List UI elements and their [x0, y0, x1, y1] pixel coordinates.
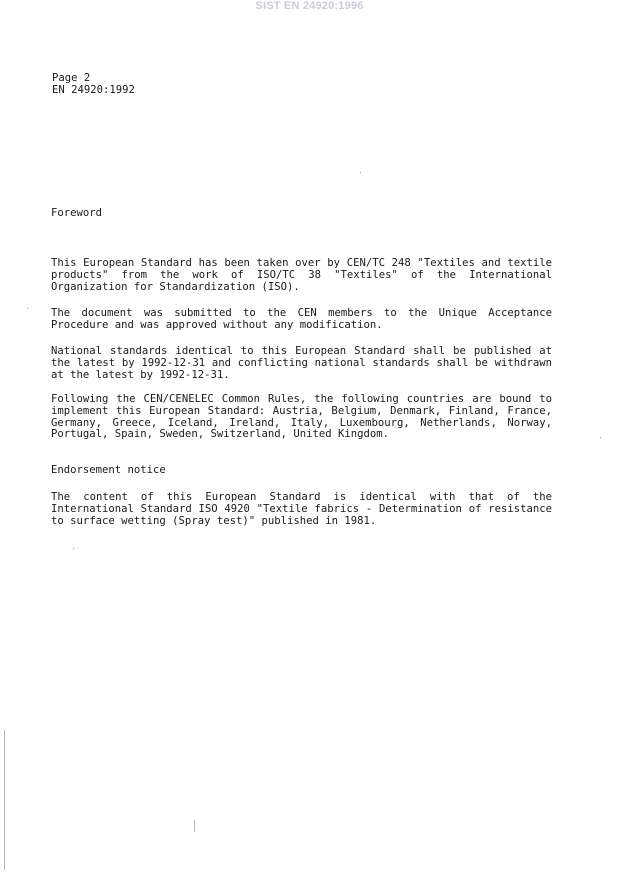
foreword-paragraph-origin: This European Standard has been taken over by CEN/TC 248 "Textiles and textile products" from the work of ISO/TC 38 "Textiles" of the International Organization for Standardization (ISO).: [51, 257, 552, 293]
foreword-paragraph-approval: The document was submitted to the CEN members to the Unique Acceptance Procedure and was approved without any modification.: [51, 307, 552, 331]
foreword-heading: Foreword: [51, 207, 103, 219]
scan-speck: [27, 308, 28, 309]
document-watermark: SIST EN 24920:1996: [255, 0, 364, 12]
scan-mark: [194, 820, 195, 832]
scan-speck: [73, 548, 74, 549]
page-number: Page 2: [52, 72, 91, 84]
endorsement-heading: Endorsement notice: [51, 464, 166, 476]
foreword-paragraph-dates: National standards identical to this European Standard shall be published at the latest by 1992-12-31 and conflicting national standards shall be withdrawn at the latest by 1992-12-31.: [51, 345, 552, 381]
scan-speck: [360, 172, 361, 173]
scan-speck: [600, 437, 601, 438]
foreword-paragraph-countries: Following the CEN/CENELEC Common Rules, the following countries are bound to implement this European Standard: Austria, Belgium, Denmark, Finland, France, Germany, Greece, Iceland, Ireland, Italy, Luxembourg, Netherlands, Norway, Portugal, Spain, Sweden, Switzerland, United Kingdom.: [51, 393, 552, 441]
endorsement-paragraph: The content of this European Standard is identical with that of the International Standard ISO 4920 "Textile fabrics - Determination of resistance to surface wetting (Spray test)" published in 1981.: [51, 491, 552, 527]
standard-identifier: EN 24920:1992: [52, 84, 135, 96]
scan-edge-line: [4, 730, 5, 870]
